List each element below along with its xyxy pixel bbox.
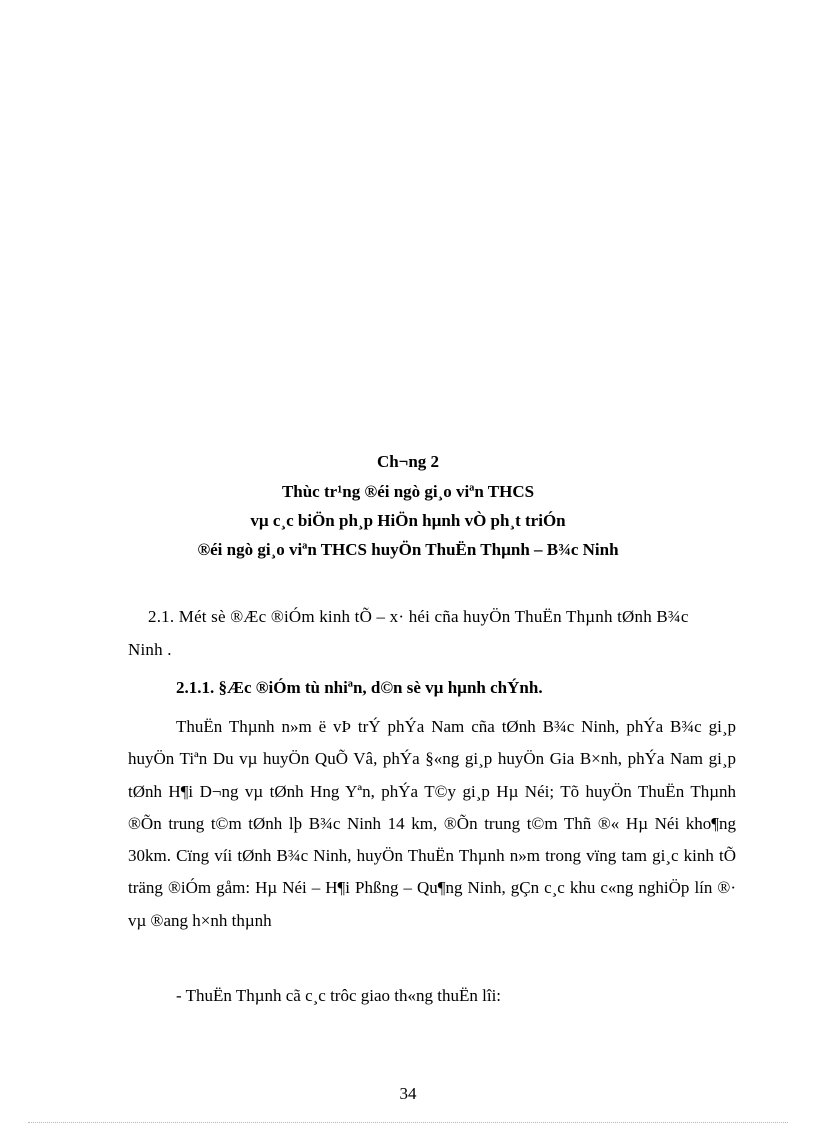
chapter-title-line-1: Thùc tr¹ng ®éi ngò gi¸o viªn THCS [281, 482, 535, 501]
section-title-line-1: 2.1. Mét sè ®Æc ®iÓm kinh tÕ – x· héi cña huyÖn ThuËn Thµnh tØnh B¾c [148, 607, 689, 626]
section-title [128, 600, 740, 666]
body-paragraph: ThuËn Thµnh n»m ë vÞ trÝ phÝa Nam cña tØnh B¾c Ninh, phÝa B¾c gi¸p huyÖn Tiªn Du vµ huyÖn QuÕ Vâ, phÝa §«ng gi¸p huyÖn Gia B×nh, phÝa Nam gi¸p tØnh H¶i D¬ng vµ tØnh Hng Yªn, phÝa T©y gi¸p Hµ Néi; Tõ huyÖn ThuËn Thµnh ®Õn trung t©m tØnh lþ B¾c Ninh 14 km, ®Õn trung t©m Thñ ®« Hµ Néi kho¶ng 30km. Cïng víi tØnh B¾c Ninh, huyÖn ThuËn Thµnh n»m trong vïng tam gi¸c kinh tÕ träng ®iÓm gåm: Hµ Néi – H¶i Phßng – Qu¶ng Ninh, gÇn c¸c khu c«ng nghiÖp lín ®· vµ ®ang h×nh thµnh [128, 717, 736, 930]
chapter-title-line-2: vµ c¸c biÖn ph¸p HiÖn hµnh vÒ ph¸t triÓn [250, 511, 566, 530]
bullet-line: - ThuËn Thµnh cã c¸c trôc giao th«ng thuËn lîi: [176, 986, 502, 1005]
subsection-title: 2.1.1. §Æc ®iÓm tù nhiªn, d©n sè vµ hµnh chÝnh. [176, 678, 543, 697]
page-number: 34 [399, 1084, 417, 1103]
section-title-line-2: Ninh . [128, 640, 172, 659]
chapter-label: Ch¬ng 2 [376, 452, 440, 471]
chapter-title-line-3: ®éi ngò gi¸o viªn THCS huyÖn ThuËn Thµnh – B¾c Ninh [197, 540, 619, 559]
